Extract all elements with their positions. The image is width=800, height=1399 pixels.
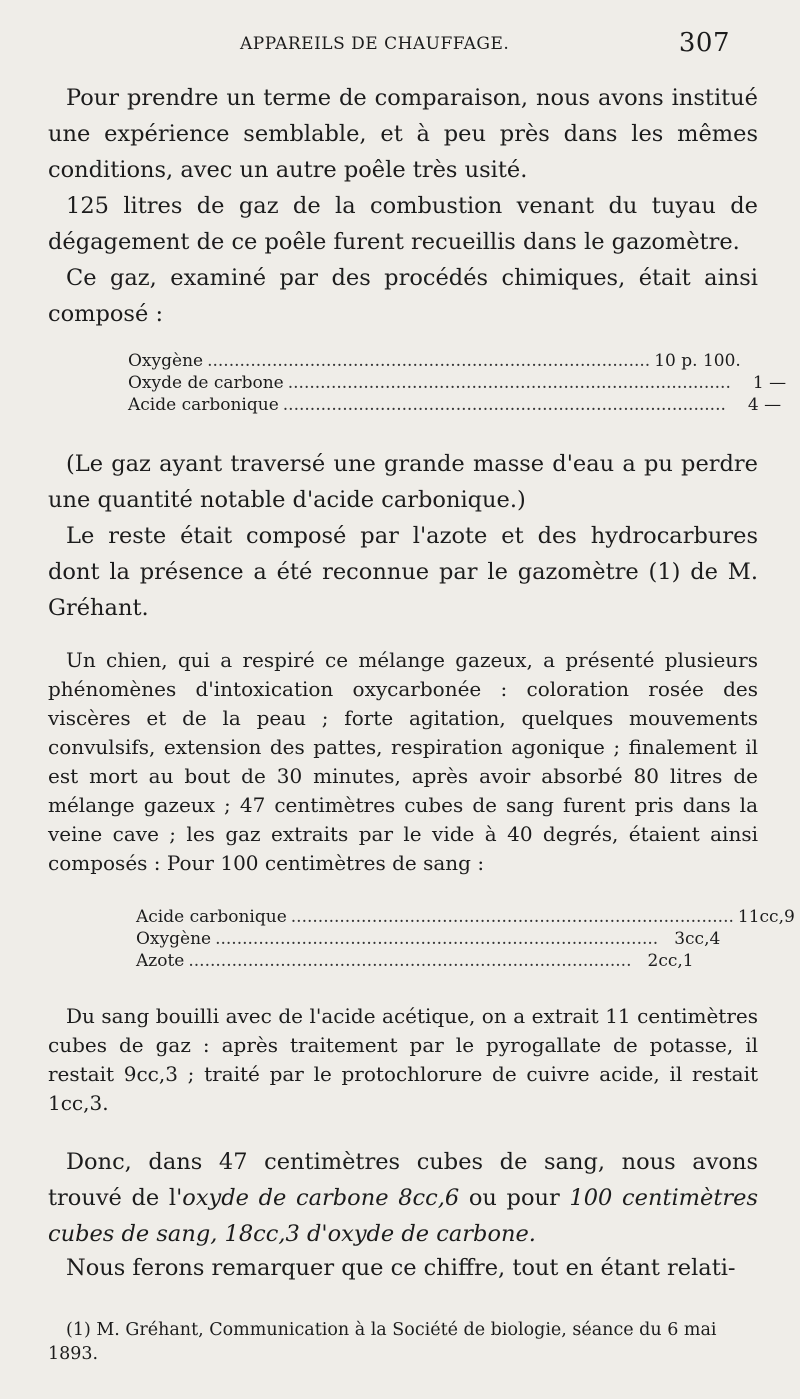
paragraph-comparison: Pour prendre un terme de comparaison, nous avons institué une expérience semblable, et à peu près dans les mêmes conditions, avec un autre poêle très usité. [48, 85, 758, 183]
row-value: 3cc,4 [674, 929, 721, 949]
table-row [128, 350, 741, 372]
paragraph-gas-volume: 125 litres de gaz de la combustion venant du tuyau de dégagement de ce poêle furent recueillis dans le gazomètre. [48, 193, 758, 255]
row-label: Acide carbonique [128, 395, 279, 415]
paragraph-dog-experiment: Un chien, qui a respiré ce mélange gazeux, a présenté plusieurs phénomènes d'intoxication oxycarbonée : coloration rosée des viscères et de la peau ; forte agitation, quelques mouvements convulsifs, extension des pattes, respiration agonique ; finalement il est mort au bout de 30 minutes, après avoir absorbé 80 litres de mélange gazeux ; 47 centimètres cubes de sang furent pris dans la veine cave ; les gaz extraits par le vide à 40 degrés, étaient ainsi composés : Pour 100 centimètres de sang : [48, 648, 758, 875]
row-value: 2cc,1 [647, 951, 694, 971]
paragraph-remainder: Le reste était composé par l'azote et des hydrocarbures dont la présence a été reconnue par le gazomètre (1) de M. Gréhant. [48, 523, 758, 621]
conclusion-text: Donc, dans 47 centimètres cubes de sang, nous avons trouvé de l' [48, 1149, 758, 1211]
row-value: 1 — [752, 373, 787, 393]
conclusion-text-mid: ou pour [459, 1185, 570, 1211]
paragraph-remark: Nous ferons remarquer que ce chiffre, tout en étant relati- [66, 1255, 736, 1281]
running-title: APPAREILS DE CHAUFFAGE. [240, 34, 510, 54]
leader-dots: .................................................................................. [188, 951, 632, 971]
row-label: Azote [136, 951, 185, 971]
row-value: 4 — [747, 395, 782, 415]
row-label: Oxygène [136, 929, 212, 949]
leader-dots: .................................................................................. [207, 351, 651, 371]
conclusion-italic-result: 100 centimètres cubes de sang, 18cc,3 d'oxyde de carbone. [48, 1185, 758, 1247]
leader-dots: .................................................................................. [215, 929, 659, 949]
leader-dots: .................................................................................. [282, 395, 726, 415]
conclusion-italic-co: oxyde de carbone 8cc,6 [182, 1185, 460, 1211]
blood-gas-table [136, 906, 795, 972]
page-number: 307 [678, 28, 730, 58]
running-header [240, 28, 730, 58]
table-row [136, 906, 795, 928]
leader-dots: .................................................................................. [287, 373, 731, 393]
row-label: Acide carbonique [136, 907, 287, 927]
footnote: (1) M. Gréhant, Communication à la Société de biologie, séance du 6 mai 1893. [48, 1320, 717, 1364]
row-value: 11cc,9 [737, 907, 795, 927]
row-label: Oxyde de carbone [128, 373, 284, 393]
row-value: 10 p. 100. [654, 351, 741, 371]
table-row [128, 394, 782, 416]
leader-dots: .................................................................................. [290, 907, 734, 927]
table-row [128, 372, 787, 394]
table-row [136, 950, 694, 972]
paragraph-gas-note: (Le gaz ayant traversé une grande masse d'eau a pu perdre une quantité notable d'acide carbonique.) [48, 451, 758, 513]
table-row [136, 928, 721, 950]
paragraph-gas-composition: Ce gaz, examiné par des procédés chimiques, était ainsi composé : [48, 265, 758, 327]
row-label: Oxygène [128, 351, 204, 371]
gas-composition-table [128, 350, 787, 416]
paragraph-boiled-blood: Du sang bouilli avec de l'acide acétique, on a extrait 11 centimètres cubes de gaz : après traitement par le pyrogallate de potasse, il restait 9cc,3 ; traité par le protochlorure de cuivre acide, il restait 1cc,3. [48, 1004, 758, 1115]
paragraph-conclusion [48, 1144, 758, 1252]
